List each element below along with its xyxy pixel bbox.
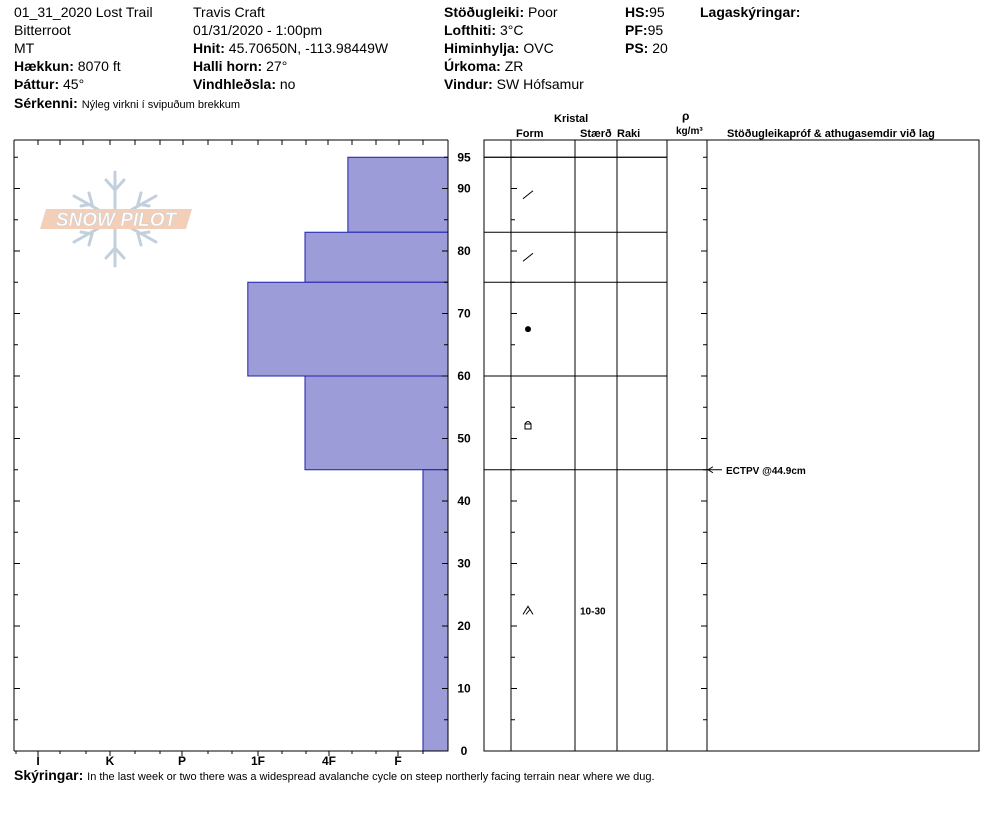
new-snow-icon: [523, 253, 533, 261]
coords-value: 45.70650N, -113.98449W: [228, 40, 389, 56]
site-state: MT: [14, 40, 35, 56]
wind-label: Vindur:: [444, 76, 493, 92]
stability-label: Stöðugleiki:: [444, 4, 525, 20]
air-temp-label: Lofthiti:: [444, 22, 497, 38]
legend-label: Lagaskýringar:: [700, 4, 801, 20]
snowpilot-logo: [40, 172, 192, 266]
depth-tick-label: 60: [457, 369, 471, 383]
pf-value: 95: [647, 22, 664, 38]
slope-value: 27°: [266, 58, 288, 74]
form-header: Form: [516, 128, 544, 140]
logo-text: SNOW PILOT: [55, 210, 177, 231]
specifics-label: Sérkenni:: [14, 95, 78, 111]
observer: Travis Craft: [193, 4, 265, 20]
crystal-header: Kristal: [554, 113, 589, 125]
footer-row: [14, 767, 655, 785]
elevation-value: 8070 ft: [77, 58, 121, 74]
aspect-value: 45°: [63, 76, 85, 92]
hardness-tick-label: F: [394, 754, 402, 768]
faceted-icon: [525, 424, 531, 429]
site-range: Bitterroot: [14, 22, 71, 38]
table-frame: [484, 140, 979, 751]
wind-loading-label: Vindhleðsla:: [193, 76, 276, 92]
depth-tick-label: 70: [457, 306, 471, 321]
hs-value: 95: [649, 4, 665, 20]
hardness-bar-4: [423, 470, 448, 751]
stability-value: Poor: [528, 4, 558, 20]
hardness-tick-label: 4F: [321, 754, 337, 768]
hardness-tick-label: P: [177, 754, 187, 768]
depth-tick-label: 90: [457, 181, 471, 196]
density-symbol: ρ: [682, 109, 690, 123]
depth-tick-label: 10: [457, 681, 471, 696]
sky-value: OVC: [523, 40, 554, 56]
depth-tick-label: 40: [457, 494, 471, 508]
footer-label: Skýringar:: [14, 767, 84, 783]
elevation-label: Hækkun:: [14, 58, 74, 74]
depth-hoar-icon-stroke: [526, 609, 530, 614]
hardness-tick-label: 1F: [250, 754, 266, 768]
depth-tick-label: 20: [457, 619, 471, 633]
depth-tick-label: 0: [460, 744, 468, 758]
ps-value: 20: [652, 40, 668, 56]
stability-test-label: ECTPV @44.9cm: [726, 465, 806, 477]
moisture-header: Raki: [617, 128, 641, 140]
hs-label: HS:: [625, 4, 650, 20]
layer-table: [484, 140, 979, 751]
wind-value: SW Hófsamur: [496, 76, 584, 92]
precip-label: Úrkoma:: [444, 58, 501, 74]
site-title: 01_31_2020 Lost Trail: [14, 4, 153, 20]
depth-tick-label: 95: [457, 150, 471, 165]
precip-value: ZR: [504, 58, 524, 74]
depth-hoar-icon: [523, 606, 533, 614]
new-snow-icon: [523, 191, 533, 199]
hardness-tick-label: K: [105, 754, 115, 768]
air-temp-value: 3°C: [499, 22, 524, 38]
footer-text: In the last week or two there was a widespread avalanche cycle on steep northerly facing terrain near where we dug.: [87, 771, 655, 783]
observation-datetime: 01/31/2020 - 1:00pm: [193, 22, 323, 38]
hardness-tick-label: I: [36, 754, 40, 768]
pf-label: PF:: [625, 22, 648, 38]
density-unit: kg/m³: [676, 126, 703, 137]
hardness-bar-0: [348, 157, 448, 232]
size-header: Stærð: [580, 128, 612, 140]
depth-tick-label: 80: [457, 244, 471, 258]
specifics-value: Nýleg virkni í svipuðum brekkum: [81, 99, 241, 111]
wind-loading-value: no: [279, 76, 296, 92]
sky-label: Himinhylja:: [444, 40, 520, 56]
depth-tick-label: 30: [457, 556, 471, 571]
hardness-layers: [248, 157, 448, 751]
layer-size-label: 10-30: [580, 606, 606, 618]
hardness-bar-2: [248, 282, 448, 376]
graupel-dot-icon: [525, 326, 531, 332]
coords-label: Hnit:: [193, 40, 225, 56]
aspect-label: Þáttur:: [14, 76, 60, 92]
slope-label: Halli horn:: [193, 58, 263, 74]
depth-tick-label: 50: [457, 431, 471, 446]
ps-label: PS:: [625, 40, 649, 56]
hardness-bar-1: [305, 232, 448, 282]
comments-header: Stöðugleikapróf & athugasemdir við lag: [727, 128, 935, 140]
hardness-bar-3: [305, 376, 448, 470]
